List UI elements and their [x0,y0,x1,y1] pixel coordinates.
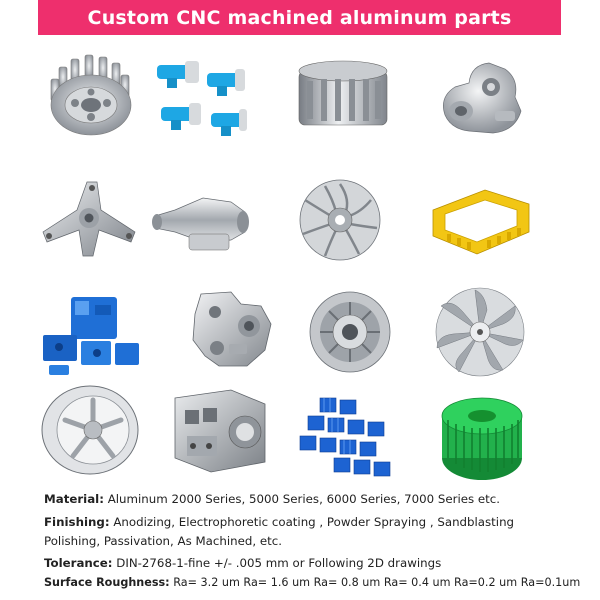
part-blue-fittings [145,45,255,145]
intake-manifold-icon [145,170,255,270]
part-green-heatsink [430,390,540,490]
blue-heatsinks-icon [290,390,400,490]
brake-rotor-icon [285,170,395,270]
engine-block-icon [165,380,275,480]
part-turbo-housing [425,45,535,145]
finishing-line [44,513,574,532]
part-brake-rotor [285,170,395,270]
roughness-value: Ra= 3.2 um Ra= 1.6 um Ra= 0.8 um Ra= 0.4 um Ra=0.2 um Ra=0.1um [173,576,581,589]
material-value: Aluminum 2000 Series, 5000 Series, 6000 Series, 7000 Series etc. [107,492,501,506]
finishing-line-2 [44,532,574,551]
part-blue-blocks [35,285,145,385]
knuckle-bracket-icon [175,280,285,380]
material-label: Material: [44,492,104,506]
part-wheel-rim [35,380,145,480]
finishing-label: Finishing: [44,515,110,529]
gold-frame-icon [425,170,535,270]
clutch-basket-icon [35,45,145,145]
tolerance-line [44,554,574,573]
part-clutch-basket [35,45,145,145]
title-banner [38,0,561,35]
part-compressor-wheel [425,280,535,380]
material-line [44,490,574,509]
roughness-label: Surface Roughness: [44,576,170,589]
specifications [44,490,581,592]
blue-nozzle-fittings-icon [145,45,255,145]
cylinder-block-icon [285,45,395,145]
part-intake-manifold [145,170,255,270]
tri-arm-bracket-icon [35,170,145,270]
parts-grid [35,45,565,475]
part-engine-block [165,380,275,480]
finishing-value: Anodizing, Electrophoretic coating , Powder Spraying , Sandblasting [113,515,515,529]
part-tri-arm-bracket [35,170,145,270]
part-blue-heatsinks [290,390,400,490]
tolerance-value: DIN-2768-1-fine +/- .005 mm or Following 2D drawings [116,556,442,570]
part-knuckle-bracket [175,280,285,380]
part-bearing-hub [295,280,405,380]
bearing-hub-icon [295,280,405,380]
blue-blocks-icon [35,285,145,385]
part-gold-frame [425,170,535,270]
part-cylinder-block [285,45,395,145]
turbo-housing-icon [425,45,535,145]
green-heatsink-icon [430,390,540,490]
page-title: Custom CNC machined aluminum parts [87,6,512,29]
wheel-rim-icon [35,380,145,480]
tolerance-label: Tolerance: [44,556,113,570]
finishing-value-2: Polishing, Passivation, As Machined, etc. [44,534,282,548]
roughness-line [44,573,581,592]
compressor-wheel-icon [425,280,535,380]
